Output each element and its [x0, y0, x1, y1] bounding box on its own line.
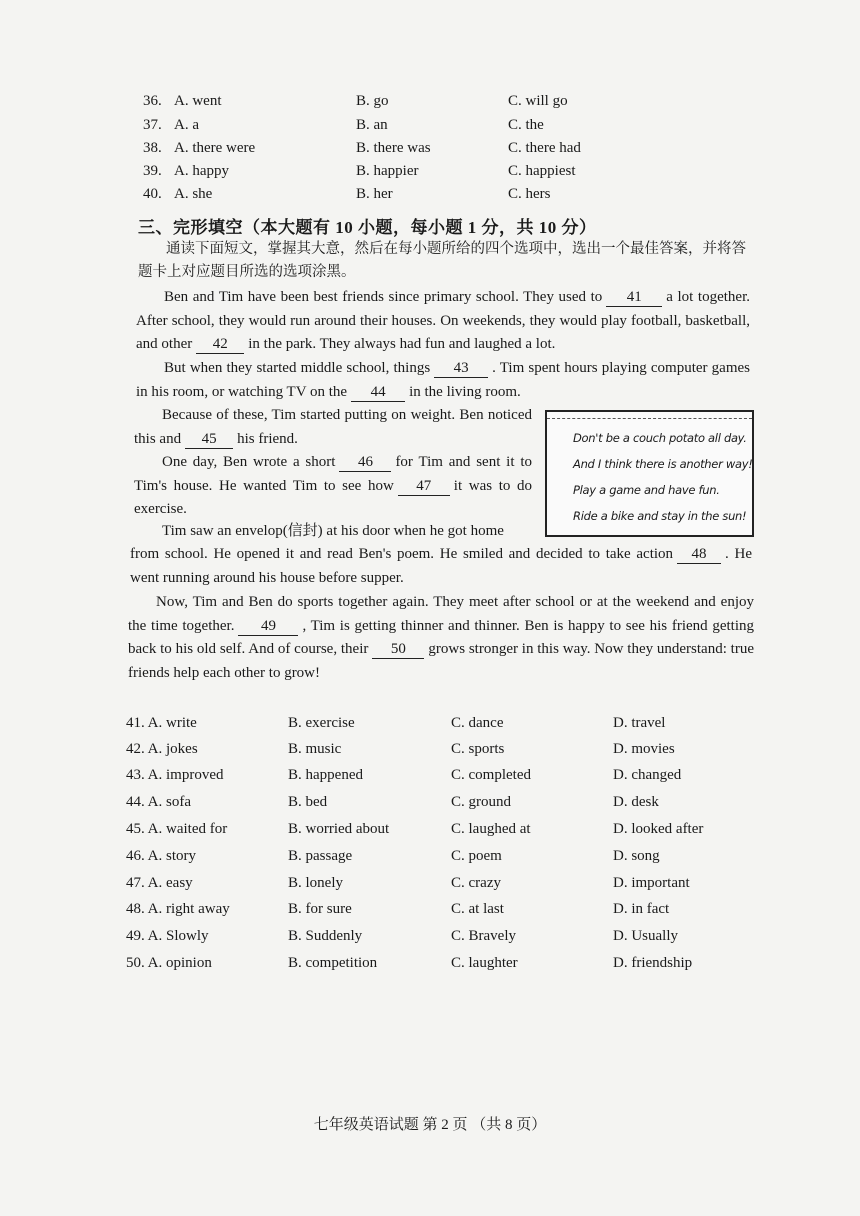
- passage-text: Now, Tim and Ben do sports together again. They meet after school or at the weekend and enjoy the time together.: [128, 594, 754, 634]
- option-d: D. friendship: [613, 955, 693, 971]
- option-d: D. Usually: [613, 928, 678, 944]
- option-row-40: [0, 182, 860, 206]
- poem-box: [545, 410, 754, 537]
- option-b: B. competition: [288, 955, 378, 971]
- passage-text: in the park. They always had fun and laughed a lot.: [248, 336, 556, 352]
- option-b: B. there was: [356, 140, 431, 156]
- passage-text: a lot together. After school, they would run around their houses. On weekends, they would play football, basketball, and other: [136, 289, 750, 352]
- cloze-option-row-47: [0, 871, 860, 895]
- passage-paragraph-5b: [130, 543, 752, 590]
- option-a: 43. A. improved: [126, 767, 224, 783]
- option-a: A. happy: [174, 163, 229, 179]
- option-b: B. happier: [356, 163, 419, 179]
- option-c: C. there had: [508, 140, 581, 156]
- cloze-option-row-45: [0, 817, 860, 841]
- passage-text: for Tim and sent it to Tim's house. He wanted Tim to see how: [134, 454, 532, 494]
- option-a: 41. A. write: [126, 715, 197, 731]
- option-row-39: [0, 159, 860, 183]
- option-b: B. for sure: [288, 901, 352, 917]
- passage-paragraph-4: [134, 451, 532, 522]
- blank-48: 48: [677, 545, 721, 564]
- poem-line: Ride a bike and stay in the sun!: [573, 509, 747, 523]
- blank-42: 42: [196, 335, 244, 354]
- passage-text: from school. He opened it and read Ben's poem. He smiled and decided to take action: [130, 546, 674, 562]
- option-c: C. at last: [451, 901, 504, 917]
- option-d: D. song: [613, 848, 660, 864]
- passage-text: his friend.: [237, 430, 298, 447]
- option-row-37: [0, 113, 860, 137]
- option-b: B. worried about: [288, 821, 390, 837]
- cloze-option-row-50: [0, 951, 860, 975]
- poem-line: And I think there is another way!: [573, 457, 753, 471]
- option-c: C. will go: [508, 93, 568, 109]
- option-a: 47. A. easy: [126, 875, 193, 891]
- passage-paragraph-6: [128, 591, 754, 685]
- section-instruction: 通读下面短文，掌握其大意，然后在每小题所给的四个选项中，选出一个最佳答案，并将答题卡上对应题目所选的选项涂黑。: [138, 241, 746, 280]
- option-c: C. Bravely: [451, 928, 516, 944]
- option-c: C. poem: [451, 848, 502, 864]
- option-b: B. passage: [288, 848, 353, 864]
- option-b: B. bed: [288, 794, 328, 810]
- option-b: B. exercise: [288, 715, 355, 731]
- option-d: D. travel: [613, 715, 666, 731]
- option-b: B. lonely: [288, 875, 343, 891]
- blank-50: 50: [372, 640, 424, 659]
- option-b: B. her: [356, 186, 393, 202]
- poem-line: Don't be a couch potato all day.: [573, 431, 747, 445]
- option-a: 50. A. opinion: [126, 955, 212, 971]
- option-d: D. looked after: [613, 821, 704, 837]
- poem-line: Play a game and have fun.: [573, 483, 720, 497]
- passage-text: it was to do exercise.: [134, 477, 532, 517]
- option-a: 48. A. right away: [126, 901, 230, 917]
- passage-text: , Tim is getting thinner and thinner. Ben is happy to see his friend getting back to his old self. And of course, their: [128, 617, 754, 657]
- option-b: B. Suddenly: [288, 928, 363, 944]
- blank-44: 44: [351, 383, 405, 402]
- option-a: 49. A. Slowly: [126, 928, 209, 944]
- option-a: A. went: [174, 93, 222, 109]
- option-c: C. sports: [451, 741, 505, 757]
- passage-paragraph-5a: [134, 520, 544, 544]
- option-b: B. go: [356, 93, 389, 109]
- question-number: 37.: [143, 117, 162, 133]
- option-b: B. an: [356, 117, 388, 133]
- option-c: C. dance: [451, 715, 504, 731]
- passage-text: . He went running around his house before supper.: [130, 546, 752, 586]
- passage-text: grows stronger in this way. Now they understand: true friends help each other to grow!: [128, 641, 755, 681]
- option-a: 44. A. sofa: [126, 794, 191, 810]
- blank-47: 47: [398, 477, 450, 496]
- option-d: D. movies: [613, 741, 675, 757]
- passage-text: . Tim spent hours playing computer games in his room, or watching TV on the: [136, 360, 750, 400]
- blank-49: 49: [238, 617, 298, 636]
- blank-46: 46: [339, 453, 391, 472]
- option-c: C. the: [508, 117, 544, 133]
- blank-41: 41: [606, 288, 662, 307]
- cloze-option-row-42: [0, 737, 860, 761]
- option-row-36: [0, 89, 860, 113]
- blank-43: 43: [434, 359, 488, 378]
- passage-text: Tim saw an envelop(信封) at his door when he got home: [162, 523, 504, 539]
- cloze-option-row-43: [0, 763, 860, 787]
- option-row-38: [0, 136, 860, 160]
- page-footer: 七年级英语试题 第 2 页 （共 8 页）: [313, 1117, 547, 1133]
- option-c: C. crazy: [451, 875, 501, 891]
- poem-border-decoration: [547, 412, 752, 419]
- cloze-option-row-44: [0, 790, 860, 814]
- passage-paragraph-1: [136, 286, 750, 357]
- cloze-option-row-41: [0, 711, 860, 735]
- option-d: D. important: [613, 875, 690, 891]
- question-number: 40.: [143, 186, 162, 202]
- passage-paragraph-3: [134, 404, 532, 451]
- option-a: A. she: [174, 186, 213, 202]
- cloze-option-row-46: [0, 844, 860, 868]
- option-c: C. hers: [508, 186, 551, 202]
- option-d: D. changed: [613, 767, 682, 783]
- option-a: 45. A. waited for: [126, 821, 228, 837]
- option-c: C. laughed at: [451, 821, 531, 837]
- option-c: C. completed: [451, 767, 531, 783]
- passage-text: Because of these, Tim started putting on weight. Ben noticed this and: [134, 407, 532, 447]
- option-c: C. ground: [451, 794, 511, 810]
- passage-text: But when they started middle school, things: [164, 360, 431, 376]
- blank-45: 45: [185, 430, 233, 449]
- option-b: B. music: [288, 741, 342, 757]
- option-a: 42. A. jokes: [126, 741, 198, 757]
- option-c: C. laughter: [451, 955, 518, 971]
- option-c: C. happiest: [508, 163, 576, 179]
- question-number: 38.: [143, 140, 162, 156]
- section-title: 三、完形填空（本大题有 10 小题，每小题 1 分，共 10 分）: [138, 218, 597, 237]
- question-number: 39.: [143, 163, 162, 179]
- option-b: B. happened: [288, 767, 363, 783]
- cloze-option-row-49: [0, 924, 860, 948]
- option-a: A. there were: [174, 140, 256, 156]
- cloze-option-row-48: [0, 897, 860, 921]
- option-a: A. a: [174, 117, 199, 133]
- option-d: D. desk: [613, 794, 659, 810]
- passage-text: One day, Ben wrote a short: [162, 454, 336, 470]
- passage-text: in the living room.: [409, 383, 521, 400]
- passage-text: Ben and Tim have been best friends since primary school. They used to: [164, 289, 603, 305]
- option-a: 46. A. story: [126, 848, 197, 864]
- question-number: 36.: [143, 93, 162, 109]
- passage-paragraph-2: [136, 357, 750, 404]
- option-d: D. in fact: [613, 901, 670, 917]
